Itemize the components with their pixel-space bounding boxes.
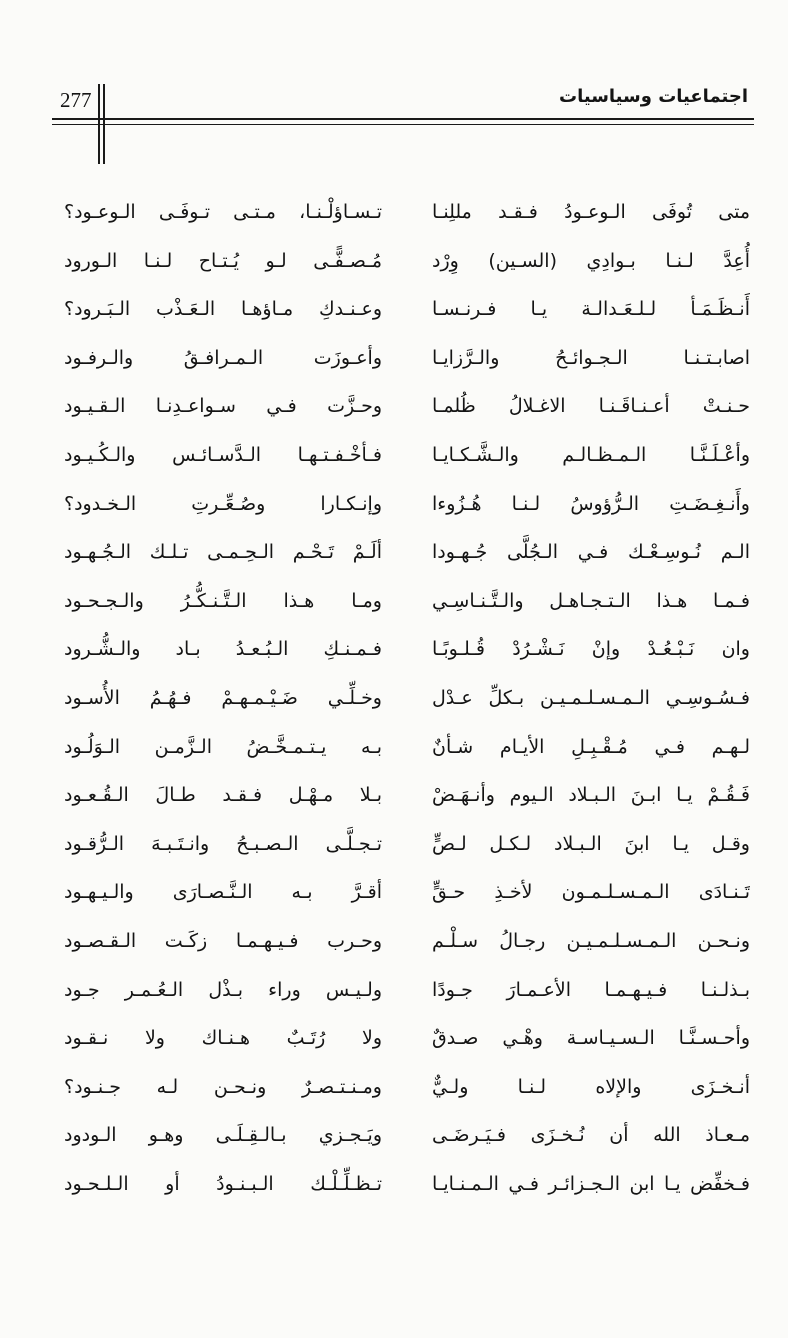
verse-line (0, 285, 788, 333)
header-rule (52, 118, 754, 120)
verse-first-hemistich: وان نَـبْـعُـدْ وإنْ نَـشْـرُدْ قُـلـوبًـا (432, 638, 750, 661)
verse-first-hemistich: فـمـا هـذا الـتـجـاهـل والـتَّـنـاسِـي (432, 589, 750, 612)
verse-second-hemistich: ومـنـتـصـرٌ ونـحـن لـه جـنـود؟ (64, 1075, 382, 1098)
verse-second-hemistich: ألَـمْ تَـحْـم الـحِـمـى تـلـك الـجُـهـود (64, 541, 382, 564)
running-head-title: اجتماعيات وسياسيات (559, 86, 748, 107)
verse-line (0, 1160, 788, 1208)
verse-line (0, 577, 788, 625)
verse-line (0, 674, 788, 722)
verse-first-hemistich: وأحـسـنَّـا الـسـيـاسـة وهْـي صـدقٌ (432, 1027, 750, 1050)
verse-first-hemistich: أَنـظَـمَـأ لـلـعَـدالـة يـا فـرنـسـا (432, 298, 750, 321)
verse-first-hemistich: أُعِدَّ لـنـا بـوادِي (السـين) وِرْد (432, 249, 750, 272)
verse-first-hemistich: فَـقُـمْ يـا ابـنَ الـبـلاد الـيوم وأنـهَـضْ (432, 784, 750, 807)
header-rule (52, 124, 754, 125)
verse-first-hemistich: بـذلـنـا فـيـهـمـا الأعـمـارَ جـودًا (432, 978, 750, 1001)
verse-first-hemistich: تَـنـادَى الـمـسـلـمـون لأخـذِ حـقٍّ (432, 881, 750, 904)
verse-line (0, 625, 788, 673)
verse-line (0, 1063, 788, 1111)
verse-line (0, 1014, 788, 1062)
verse-line (0, 188, 788, 236)
verse-second-hemistich: وعـنـدكِ مـاؤهـا الـعَـذْب الـبَـرود؟ (64, 298, 382, 321)
verse-second-hemistich: فـأخْـفـتـهـا الـدَّسـائـس والـكُـيـود (64, 444, 382, 466)
verse-first-hemistich: فـسُـوسِـي الـمـسـلـمـيـن بـكلِّ عـدْل (432, 687, 750, 709)
verse-second-hemistich: بـه يـتـمـخَّـضُ الـزَّمـن الـوَلُـود (64, 735, 382, 758)
verse-line (0, 966, 788, 1014)
verse-first-hemistich: اصابـتـنـا الـجـوائـحُ والـرَّزايـا (432, 346, 750, 369)
verse-second-hemistich: فـمـنـكِ الـبُـعـدُ بـاد والـشُّـرود (64, 638, 382, 661)
verse-line (0, 480, 788, 528)
verse-line (0, 382, 788, 430)
verse-first-hemistich: لـهـم فـي مُـقْـبِـلِ الأيـام شـأنٌ (432, 735, 750, 758)
verse-line (0, 868, 788, 916)
verse-line (0, 917, 788, 965)
verse-first-hemistich: أنـخـزَى والإلاه لـنـا ولـيٌّ (432, 1075, 750, 1098)
verse-first-hemistich: وأعْـلَـنَّـا الـمـظـالـم والـشَّـكـايـا (432, 444, 750, 466)
verse-second-hemistich: ولـيـس وراء بـذْل الـعُـمـر جـود (64, 978, 382, 1001)
verse-first-hemistich: متى تُوفَى الـوعـودُ فـقـد مللِنـا (432, 201, 750, 223)
verse-second-hemistich: تـسـاؤلْـنـا، مـتـى تـوفَـى الـوعـود؟ (64, 201, 382, 223)
verse-second-hemistich: وحـزَّت فـي سـواعـدِنـا الـقـيـود (64, 395, 382, 418)
verse-second-hemistich: وأعـوزَت الـمـرافـقُ والـرفـود (64, 346, 382, 369)
verse-first-hemistich: مـعـاذ الله أن نُـخـزَى فـيَـرضَـى (432, 1124, 750, 1147)
verse-second-hemistich: وحـرب فـيـهـمـا زكَـت الـقـصـود (64, 930, 382, 952)
verse-first-hemistich: فـخفِّض يـا ابن الـجـزائـر فـي الـمـنـايـا (432, 1173, 750, 1195)
verse-second-hemistich: ويَـجـزي بـالـقِـلَـى وهـو الـودود (64, 1124, 382, 1147)
verse-line (0, 334, 788, 382)
verse-first-hemistich: وأَنـغِـضَـتِ الـرُّؤوسُ لـنـا هُـزُوءا (432, 492, 750, 515)
verse-second-hemistich: وخـلِّـي ضَـيْـمـهـمْ فـهُـمُ الأُسـود (64, 687, 382, 709)
verse-first-hemistich: الـم نُـوسِـعْـك فـي الـجُلَّى جُـهـودا (432, 541, 750, 564)
verse-second-hemistich: مُـصـفًّـى لـو يُـتـاح لـنـا الـورود (64, 249, 382, 272)
verse-line (0, 237, 788, 285)
verse-second-hemistich: ولا رُتَـبٌ هـنـاك ولا نـقـود (64, 1027, 382, 1050)
verse-line (0, 528, 788, 576)
page-number: 277 (60, 88, 92, 112)
verse-first-hemistich: ونـحـن الـمـسـلـمـيـن رجـالُ سـلْـم (432, 930, 750, 952)
verse-line (0, 1111, 788, 1159)
verse-second-hemistich: بـلا مـهْـل فـقـد طـالَ الـقُـعـود (64, 784, 382, 807)
verse-line (0, 431, 788, 479)
verse-line (0, 723, 788, 771)
verse-second-hemistich: أقـرَّ بـه الـنَّـصـارَى والـيـهـود (64, 881, 382, 904)
verse-second-hemistich: تـظـلِّـلْـك الـبـنـودُ أو الـلـحـود (64, 1173, 382, 1195)
verse-line (0, 771, 788, 819)
verse-first-hemistich: وقـل يـا ابنَ الـبـلاد لـكـل لـصٍّ (432, 832, 750, 855)
verse-first-hemistich: حـنـتْ أعـنـاقَـنـا الاغـلالُ ظُلمـا (432, 395, 750, 418)
verse-second-hemistich: وإنـكـارا وصُـعِّـرتِ الـخـدود؟ (64, 492, 382, 515)
verse-line (0, 820, 788, 868)
verse-second-hemistich: ومـا هـذا الـتَّـنـكُّـرُ والـجـحـود (64, 589, 382, 612)
verse-second-hemistich: تـجـلَّـى الـصـبـحُ وانـتَـبـهَ الـرُّقـود (64, 832, 382, 855)
